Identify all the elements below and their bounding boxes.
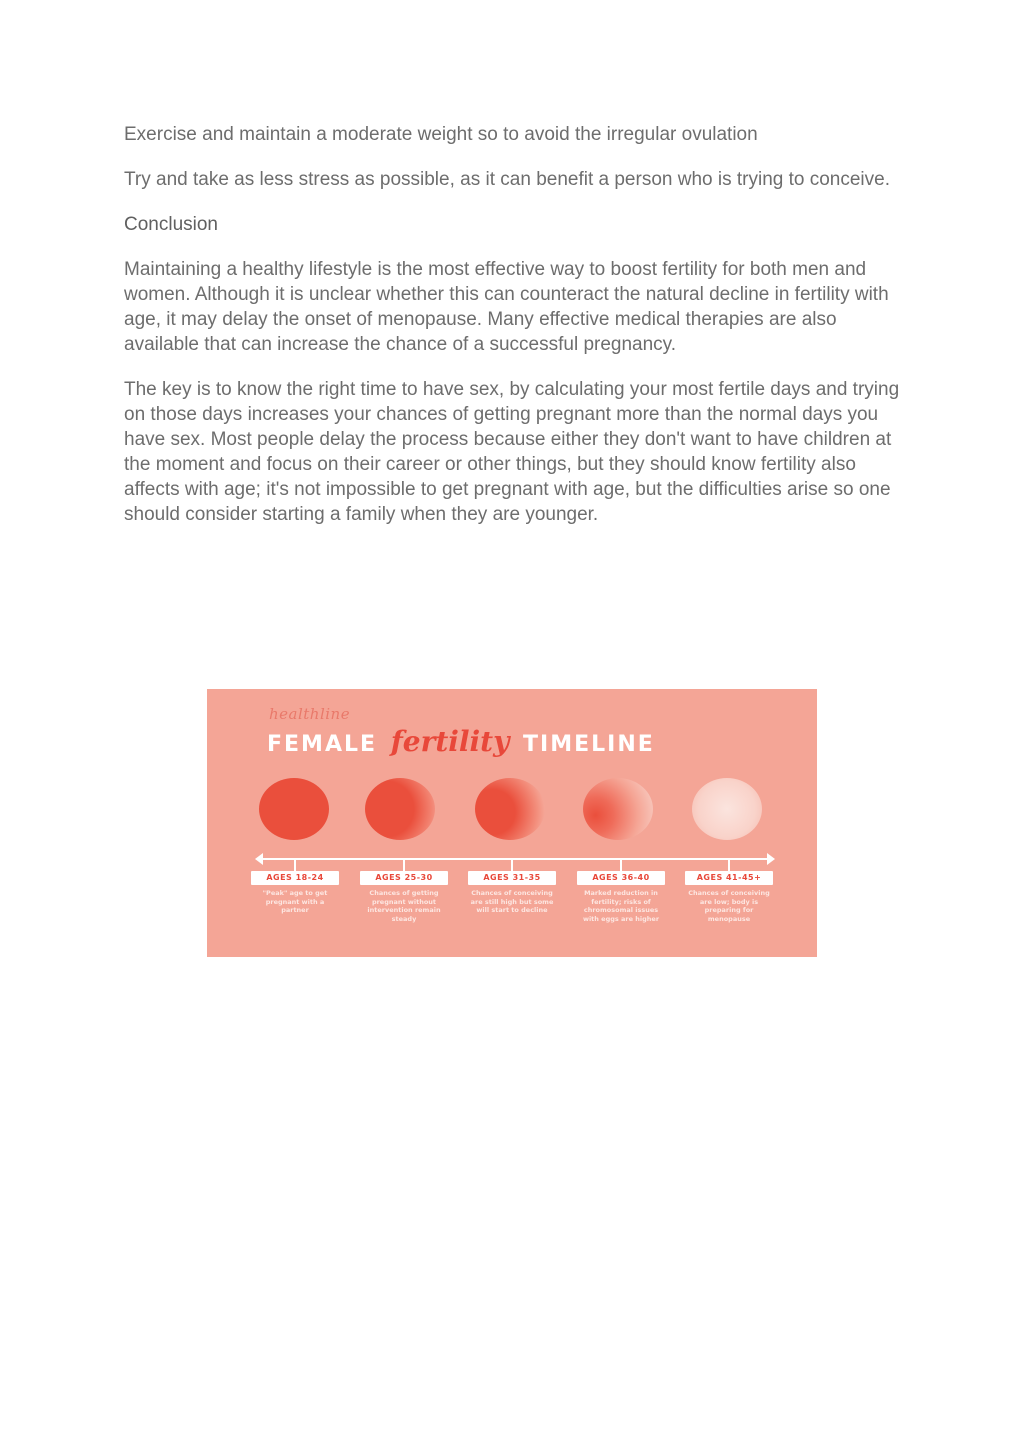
paragraph-healthy-lifestyle: Maintaining a healthy lifestyle is the most effective way to boost fertility for both men and women. Although it is unclear whether this can counteract the natural decline in fertility with age, it may delay the onset of menopause. Many effective medical therapies are also available that can increase the chance of a successful pregnancy.	[124, 259, 889, 355]
paragraph-right-time: The key is to know the right time to have sex, by calculating your most fertile days and trying on those days increases your chances of getting pregnant more than the normal days you have sex. Most people delay the process because either they don't want to have children at the moment and focus on their career or other things, but they should know fertility also affects with age; it's not impossible to get pregnant with age, but the difficulties arise so one should consider starting a family when they are younger.	[124, 379, 900, 525]
stage-ages-18-24	[251, 871, 339, 915]
timeline-tick	[403, 859, 405, 871]
stage-ages-25-30	[360, 871, 448, 923]
timeline-tick	[294, 859, 296, 871]
fertility-circle-3	[475, 778, 545, 840]
stage-label: AGES 31-35	[468, 871, 556, 885]
fertility-circle-1	[259, 778, 329, 840]
fertility-circle-2	[365, 778, 435, 840]
fertility-circle-4	[583, 778, 653, 840]
title-right: TIMELINE	[523, 732, 655, 757]
infographic-title	[267, 725, 817, 762]
fertility-circle-5	[692, 778, 762, 840]
stage-label: AGES 41-45+	[685, 871, 773, 885]
conclusion-heading: Conclusion	[124, 214, 218, 235]
timeline-arrow-right-icon	[767, 853, 775, 865]
stage-ages-31-35	[468, 871, 556, 915]
timeline-tick	[620, 859, 622, 871]
stage-description: Marked reduction in fertility; risks of chromosomal issues with eggs are higher	[582, 889, 660, 923]
paragraph-stress: Try and take as less stress as possible, as it can benefit a person who is trying to conceive.	[124, 169, 891, 190]
stage-description: Chances of getting pregnant without intervention remain steady	[367, 889, 441, 923]
paragraph-exercise: Exercise and maintain a moderate weight so to avoid the irregular ovulation	[124, 124, 758, 145]
timeline-tick	[728, 859, 730, 871]
title-left: FEMALE	[267, 732, 378, 757]
document-body	[124, 122, 904, 547]
stage-description: "Peak" age to get pregnant with a partner	[262, 889, 328, 914]
fertility-timeline-infographic	[207, 689, 817, 957]
title-accent: fertility	[390, 725, 510, 758]
stage-ages-41-45	[685, 871, 773, 923]
timeline-tick	[511, 859, 513, 871]
stage-label: AGES 25-30	[360, 871, 448, 885]
timeline-line	[261, 858, 769, 860]
stage-ages-36-40	[577, 871, 665, 923]
stage-label: AGES 36-40	[577, 871, 665, 885]
stage-description: Chances of conceiving are low; body is preparing for menopause	[688, 889, 770, 923]
stage-label: AGES 18-24	[251, 871, 339, 885]
stage-description: Chances of conceiving are still high but some will start to decline	[470, 889, 554, 914]
brand-logo: healthline	[269, 705, 351, 723]
